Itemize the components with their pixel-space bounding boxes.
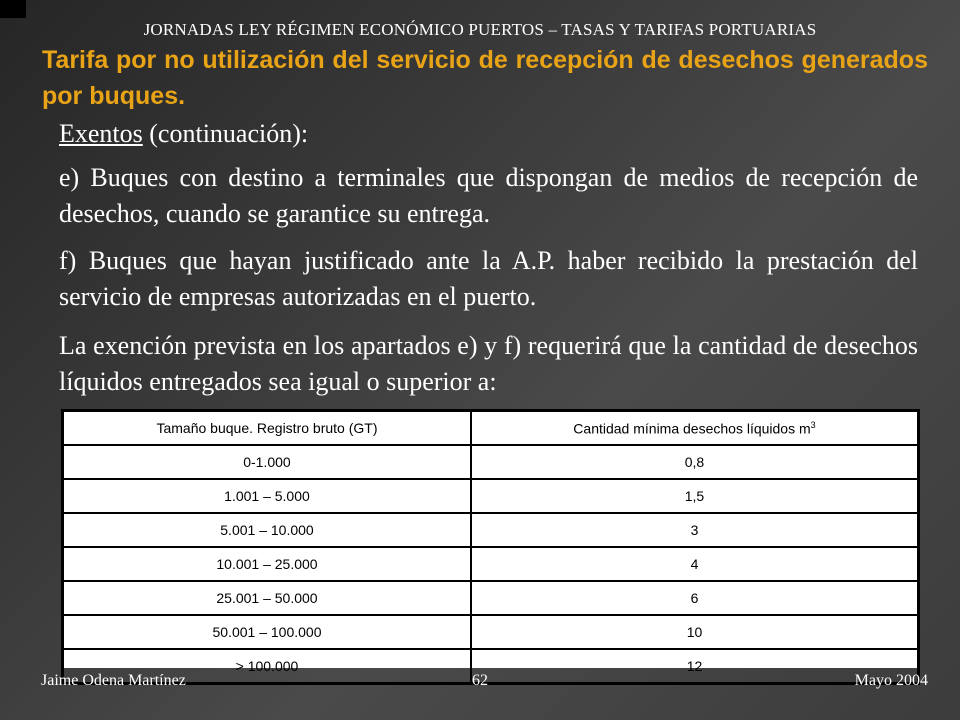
table-row xyxy=(63,581,919,615)
table-cell-quantity: 4 xyxy=(471,547,919,581)
table-cell-size: 10.001 – 25.000 xyxy=(63,547,471,581)
exentos-heading xyxy=(59,116,918,152)
table-cell-size: > 100.000 xyxy=(63,649,471,684)
corner-mark xyxy=(0,0,26,18)
table-row xyxy=(63,445,919,479)
header-unit-superscript: 3 xyxy=(810,419,816,430)
table-cell-quantity: 6 xyxy=(471,581,919,615)
table-cell-size: 25.001 – 50.000 xyxy=(63,581,471,615)
waste-table-grid xyxy=(61,409,920,685)
waste-table xyxy=(61,409,920,674)
table-cell-size: 5.001 – 10.000 xyxy=(63,513,471,547)
header-min-quantity xyxy=(471,411,919,446)
table-cell-quantity: 1,5 xyxy=(471,479,919,513)
exentos-suffix: (continuación): xyxy=(142,119,309,148)
table-cell-quantity: 0,8 xyxy=(471,445,919,479)
footer-author: Jaime Odena Martínez xyxy=(41,672,186,689)
slide-header: JORNADAS LEY RÉGIMEN ECONÓMICO PUERTOS – TASAS Y TARIFAS PORTUARIAS xyxy=(143,20,817,39)
table-cell-size: 1.001 – 5.000 xyxy=(63,479,471,513)
item-f: f) Buques que hayan justificado ante la A.P. haber recibido la prestación del servicio de empresas autorizadas en el puerto. xyxy=(59,246,918,311)
table-row xyxy=(63,615,919,649)
exentos-label: Exentos xyxy=(59,119,143,148)
table-cell-quantity: 10 xyxy=(471,615,919,649)
table-row xyxy=(63,513,919,547)
table-cell-quantity: 12 xyxy=(471,649,919,684)
item-e: e) Buques con destino a terminales que dispongan de medios de recepción de desechos, cuando se garantice su entrega. xyxy=(59,163,918,228)
header-min-quantity-text: Cantidad mínima desechos líquidos m xyxy=(573,420,811,437)
table-cell-size: 0-1.000 xyxy=(63,445,471,479)
footer-date: Mayo 2004 xyxy=(854,672,928,689)
table-row xyxy=(63,547,919,581)
table-row xyxy=(63,479,919,513)
exemption-paragraph: La exención prevista en los apartados e) y f) requerirá que la cantidad de desechos líquidos entregados sea igual o superior a: xyxy=(59,331,918,396)
table-cell-quantity: 3 xyxy=(471,513,919,547)
table-header-row xyxy=(63,411,919,446)
slide-title: Tarifa por no utilización del servicio de recepción de desechos generados por buques. xyxy=(42,46,928,110)
footer-page-number: 62 xyxy=(472,672,488,689)
table-cell-size: 50.001 – 100.000 xyxy=(63,615,471,649)
header-ship-size: Tamaño buque. Registro bruto (GT) xyxy=(63,411,471,446)
